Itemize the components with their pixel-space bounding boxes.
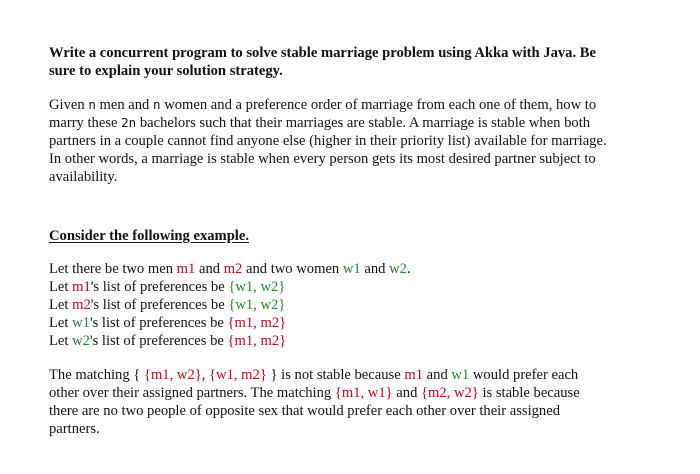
text-run: men and [95,97,154,113]
text-run: would prefer each [469,367,579,383]
preference-list: {m1, m2} [227,315,287,331]
matching-explanation [49,366,669,438]
intro-line-5: availability. [49,169,118,185]
text-run: 's list of preferences be [90,279,229,295]
text-run: Let [49,333,73,349]
intro-line-4: In other words, a marriage is stable when every person gets its most desired partner subject to [49,151,596,167]
preference-line-w1 [49,314,669,332]
title-line-2: sure to explain your solution strategy. [49,63,283,79]
pair: {m1, w2} [143,367,202,383]
text-run: 's list of preferences be [90,297,229,313]
intro-line-1 [49,96,669,114]
intro-line-3: partners in a couple cannot find anyone else (higher in their priority list) available for marriage. [49,133,607,149]
preference-list: {w1, w2} [228,297,286,313]
text-run: Let [49,279,73,295]
woman-w1: w1 [342,261,361,277]
text-run: } is not stable because [266,367,405,383]
example-heading [49,227,669,245]
preference-line-m2 [49,296,669,314]
text-run: and [360,261,390,277]
code-n: n [88,97,96,112]
matching-line-3: there are no two people of opposite sex that would prefer each other over their assigned [49,403,561,419]
text-run: 's list of preferences be [89,315,228,331]
title-line-1: Write a concurrent program to solve stable marriage problem using Akka with Java. Be [49,45,596,61]
text-run: Let [49,315,73,331]
matching-line-2 [49,384,669,402]
pair: {m2, w2} [421,385,479,401]
preference-list: {w1, w2} [228,279,286,295]
text-run: and [195,261,224,277]
man-m1: m1 [72,279,91,295]
man-m2: m2 [223,261,243,277]
problem-title [49,44,669,80]
example-heading-text: Consider the following example. [49,228,249,244]
example-section [49,260,669,350]
woman-w1: w1 [451,367,470,383]
text-run: Given [49,97,89,113]
code-n: n [153,97,161,112]
code-2n: 2n [121,115,137,130]
matching-line-4: partners. [49,421,100,437]
problem-description [49,96,669,186]
text-run: Let [49,297,73,313]
text-run: Let there be two men [49,261,177,277]
preference-line-m1 [49,278,669,296]
intro-line-2 [49,114,669,132]
example-intro-line [49,260,669,278]
text-run: women and a preference order of marriage from each one of them, how to [160,97,597,113]
text-run: . [406,261,411,277]
preference-list: {m1, m2} [227,333,287,349]
text-run: and [392,385,422,401]
preference-line-w2 [49,332,669,350]
text-run: is stable because [478,385,580,401]
text-run: other over their assigned partners. The matching [49,385,335,401]
woman-w1: w1 [72,315,90,331]
man-m2: m2 [72,297,91,313]
pair: {w1, m2} [209,367,267,383]
text-run: 's list of preferences be [89,333,228,349]
text-run: and two women [242,261,343,277]
man-m1: m1 [404,367,424,383]
text-run: , [201,367,210,383]
text-run: bachelors such that their marriages are stable. A marriage is stable when both [136,115,591,131]
text-run: and [423,367,452,383]
matching-line-1 [49,366,669,384]
woman-w2: w2 [389,261,407,277]
text-run: marry these [49,115,122,131]
man-m1: m1 [176,261,196,277]
pair: {m1, w1} [334,385,393,401]
woman-w2: w2 [72,333,90,349]
text-run: The matching { [49,367,144,383]
